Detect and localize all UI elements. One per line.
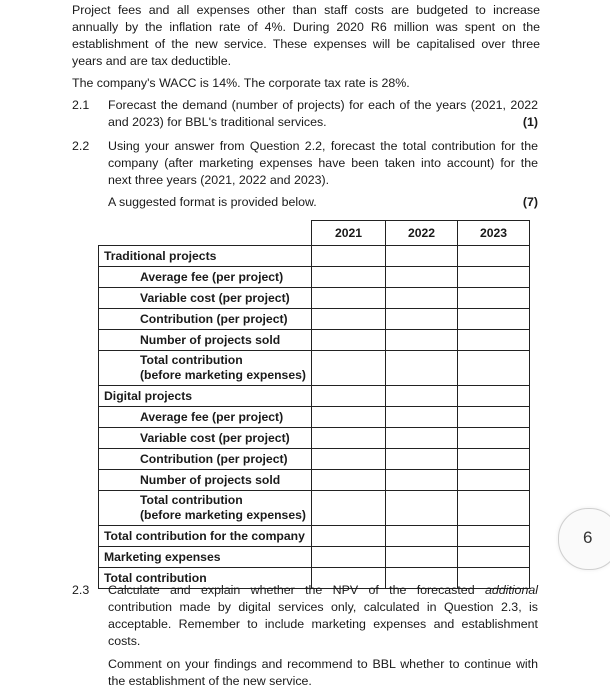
year-header: 2023 [458, 221, 530, 246]
row-label: Total contribution for the company [99, 526, 312, 547]
row-label-line: (before marketing expenses) [140, 368, 306, 382]
row-label: Contribution (per project) [99, 309, 312, 330]
table-row [99, 470, 530, 491]
row-label: Number of projects sold [99, 330, 312, 351]
page-tab-number: 6 [583, 528, 593, 547]
table-row [99, 351, 530, 386]
contribution-format-table [98, 220, 530, 589]
intro-paragraph: Project fees and all expenses other than staff costs are budgeted to increase annually by the inflation rate of 4%. During 2020 R6 million was spent on the establishment of the new service. These expenses will be capitalised over three years and are tax deductible. [72, 3, 540, 68]
row-label-line: (before marketing expenses) [140, 508, 306, 522]
row-label: Average fee (per project) [99, 407, 312, 428]
year-header: 2022 [386, 221, 458, 246]
row-label: Variable cost (per project) [99, 288, 312, 309]
question-2-1-text: Forecast the demand (number of projects) for each of the years (2021, 2022 and 2023) for BBL's traditional services. [108, 98, 538, 129]
row-label: Marketing expenses [99, 547, 312, 568]
year-header: 2021 [312, 221, 386, 246]
question-2-2-marks: (7) [522, 195, 538, 209]
question-2-1-number: 2.1 [72, 98, 90, 112]
table-row [99, 309, 530, 330]
table-row [99, 428, 530, 449]
suggested-format-note: A suggested format is provided below. [108, 195, 317, 209]
table-row [99, 449, 530, 470]
row-label: Variable cost (per project) [99, 428, 312, 449]
row-label-two-line [99, 491, 312, 526]
row-label: Average fee (per project) [99, 267, 312, 288]
question-2-3-comment: Comment on your findings and recommend to BBL whether to continue with the establishment of the new service. [108, 657, 538, 688]
question-2-3-text-b: contribution made by digital services only, calculated in Question 2.3, is acceptable. Remember to include marketing expenses and establishment costs. [108, 600, 538, 648]
table-row [99, 526, 530, 547]
question-2-3-number: 2.3 [72, 583, 90, 597]
question-2-2-number: 2.2 [72, 139, 90, 153]
table-row [99, 491, 530, 526]
table-row [99, 547, 530, 568]
digital-heading: Digital projects [99, 386, 312, 407]
table-row [99, 386, 530, 407]
row-label: Number of projects sold [99, 470, 312, 491]
table-row [99, 246, 530, 267]
wacc-statement: The company's WACC is 14%. The corporate tax rate is 28%. [72, 76, 410, 90]
table-row [99, 288, 530, 309]
question-2-3-text [108, 582, 538, 650]
question-2-3-text-a: Calculate and explain whether the NPV of the forecasted [108, 583, 485, 597]
row-label-line: Total contribution [140, 493, 243, 507]
table-header-blank [99, 221, 312, 246]
question-2-1-marks: (1) [522, 115, 538, 129]
row-label: Total contribution [99, 568, 312, 589]
row-label: Contribution (per project) [99, 449, 312, 470]
question-2-2-text: Using your answer from Question 2.2, forecast the total contribution for the company (after marketing expenses have been taken into account) for the next three years (2021, 2022 and 2023). [108, 139, 538, 187]
table-row [99, 330, 530, 351]
table-row [99, 267, 530, 288]
table-row [99, 407, 530, 428]
traditional-heading: Traditional projects [99, 246, 312, 267]
row-label-two-line [99, 351, 312, 386]
row-label-line: Total contribution [140, 353, 243, 367]
question-2-3-emphasis: additional [484, 583, 538, 597]
